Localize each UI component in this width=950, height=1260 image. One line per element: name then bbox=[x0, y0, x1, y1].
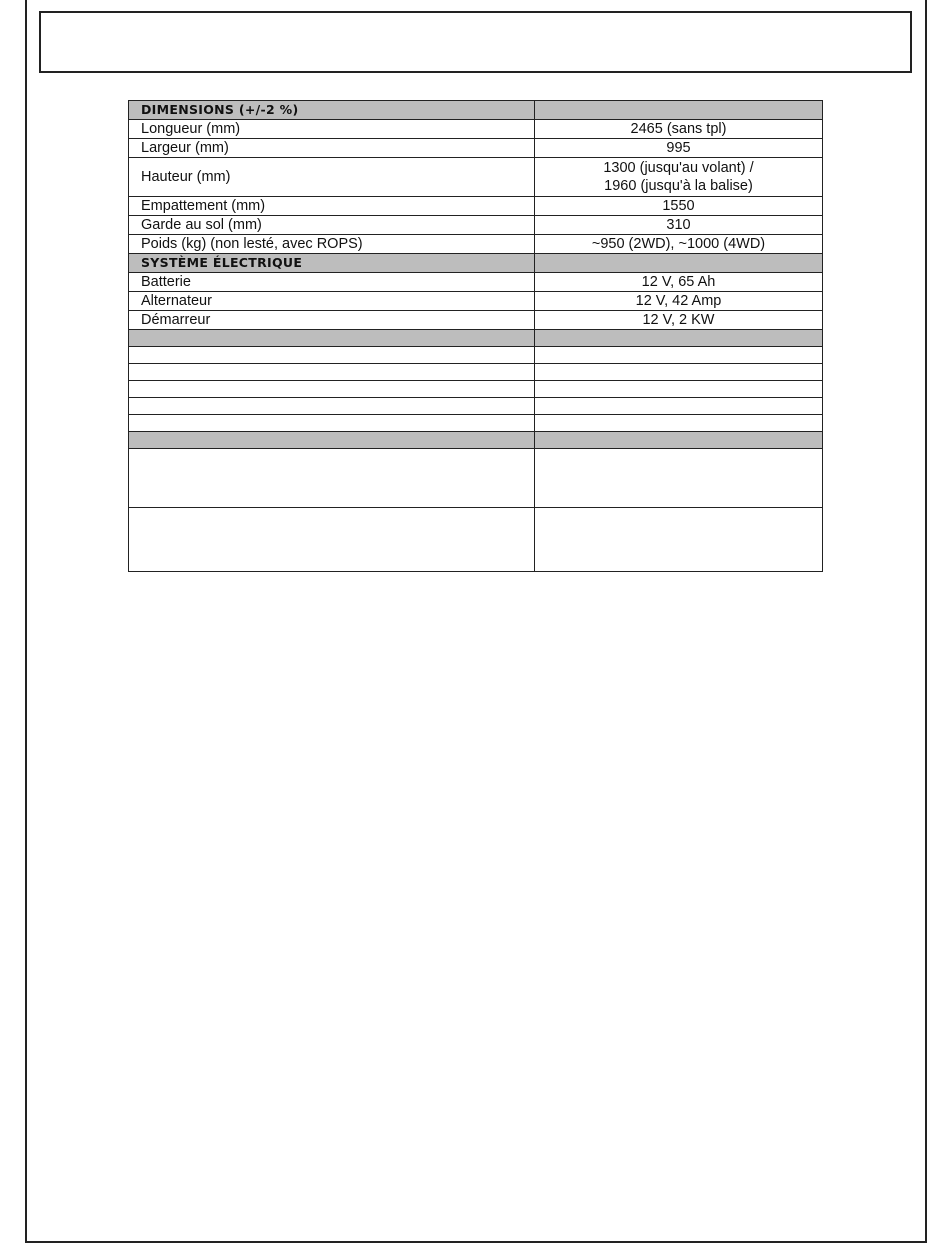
table-row bbox=[129, 216, 823, 235]
table-row-empty bbox=[129, 508, 823, 572]
section-title-dimensions: DIMENSIONS (+/-2 %) bbox=[129, 101, 535, 120]
table-row bbox=[129, 292, 823, 311]
row-label-empty bbox=[129, 415, 535, 432]
table-row-empty bbox=[129, 347, 823, 364]
section-title-empty bbox=[129, 432, 535, 449]
table-row-empty bbox=[129, 381, 823, 398]
row-label-empty bbox=[129, 398, 535, 415]
table-row bbox=[129, 235, 823, 254]
section-value-empty bbox=[535, 330, 823, 347]
table-row bbox=[129, 139, 823, 158]
row-value-demarreur: 12 V, 2 KW bbox=[535, 311, 823, 330]
table-row-empty bbox=[129, 364, 823, 381]
row-value-hauteur-line2: 1960 (jusqu'à la balise) bbox=[604, 178, 753, 194]
row-value-alternateur: 12 V, 42 Amp bbox=[535, 292, 823, 311]
row-label-longueur: Longueur (mm) bbox=[129, 120, 535, 139]
table-row bbox=[129, 311, 823, 330]
table-row bbox=[129, 158, 823, 197]
row-value-empty bbox=[535, 415, 823, 432]
row-value-empattement: 1550 bbox=[535, 197, 823, 216]
row-value-empty bbox=[535, 508, 823, 572]
spec-table bbox=[128, 100, 823, 572]
section-header-empty bbox=[129, 330, 823, 347]
row-label-largeur: Largeur (mm) bbox=[129, 139, 535, 158]
row-label-empty bbox=[129, 508, 535, 572]
row-value-empty bbox=[535, 364, 823, 381]
row-label-hauteur: Hauteur (mm) bbox=[129, 158, 535, 197]
table-row bbox=[129, 197, 823, 216]
row-value-poids: ~950 (2WD), ~1000 (4WD) bbox=[535, 235, 823, 254]
section-header-empty bbox=[129, 432, 823, 449]
row-label-empty bbox=[129, 449, 535, 508]
section-value-empty bbox=[535, 101, 823, 120]
row-value-empty bbox=[535, 381, 823, 398]
table-row-empty bbox=[129, 449, 823, 508]
row-value-largeur: 995 bbox=[535, 139, 823, 158]
row-label-empty bbox=[129, 347, 535, 364]
row-label-empattement: Empattement (mm) bbox=[129, 197, 535, 216]
row-value-hauteur bbox=[535, 158, 823, 197]
row-label-garde: Garde au sol (mm) bbox=[129, 216, 535, 235]
row-value-batterie: 12 V, 65 Ah bbox=[535, 273, 823, 292]
row-value-empty bbox=[535, 449, 823, 508]
table-row bbox=[129, 273, 823, 292]
row-label-poids: Poids (kg) (non lesté, avec ROPS) bbox=[129, 235, 535, 254]
header-box bbox=[39, 11, 912, 73]
section-header-electrical bbox=[129, 254, 823, 273]
table-row-empty bbox=[129, 415, 823, 432]
row-label-empty bbox=[129, 364, 535, 381]
row-label-empty bbox=[129, 381, 535, 398]
section-value-empty bbox=[535, 254, 823, 273]
section-title-electrical: SYSTÈME ÉLECTRIQUE bbox=[129, 254, 535, 273]
section-header-dimensions bbox=[129, 101, 823, 120]
section-title-empty bbox=[129, 330, 535, 347]
row-value-longueur: 2465 (sans tpl) bbox=[535, 120, 823, 139]
row-label-demarreur: Démarreur bbox=[129, 311, 535, 330]
row-value-empty bbox=[535, 347, 823, 364]
row-label-batterie: Batterie bbox=[129, 273, 535, 292]
row-value-garde: 310 bbox=[535, 216, 823, 235]
section-value-empty bbox=[535, 432, 823, 449]
table-row bbox=[129, 120, 823, 139]
row-label-alternateur: Alternateur bbox=[129, 292, 535, 311]
row-value-hauteur-line1: 1300 (jusqu'au volant) / bbox=[603, 160, 754, 176]
row-value-empty bbox=[535, 398, 823, 415]
table-row-empty bbox=[129, 398, 823, 415]
